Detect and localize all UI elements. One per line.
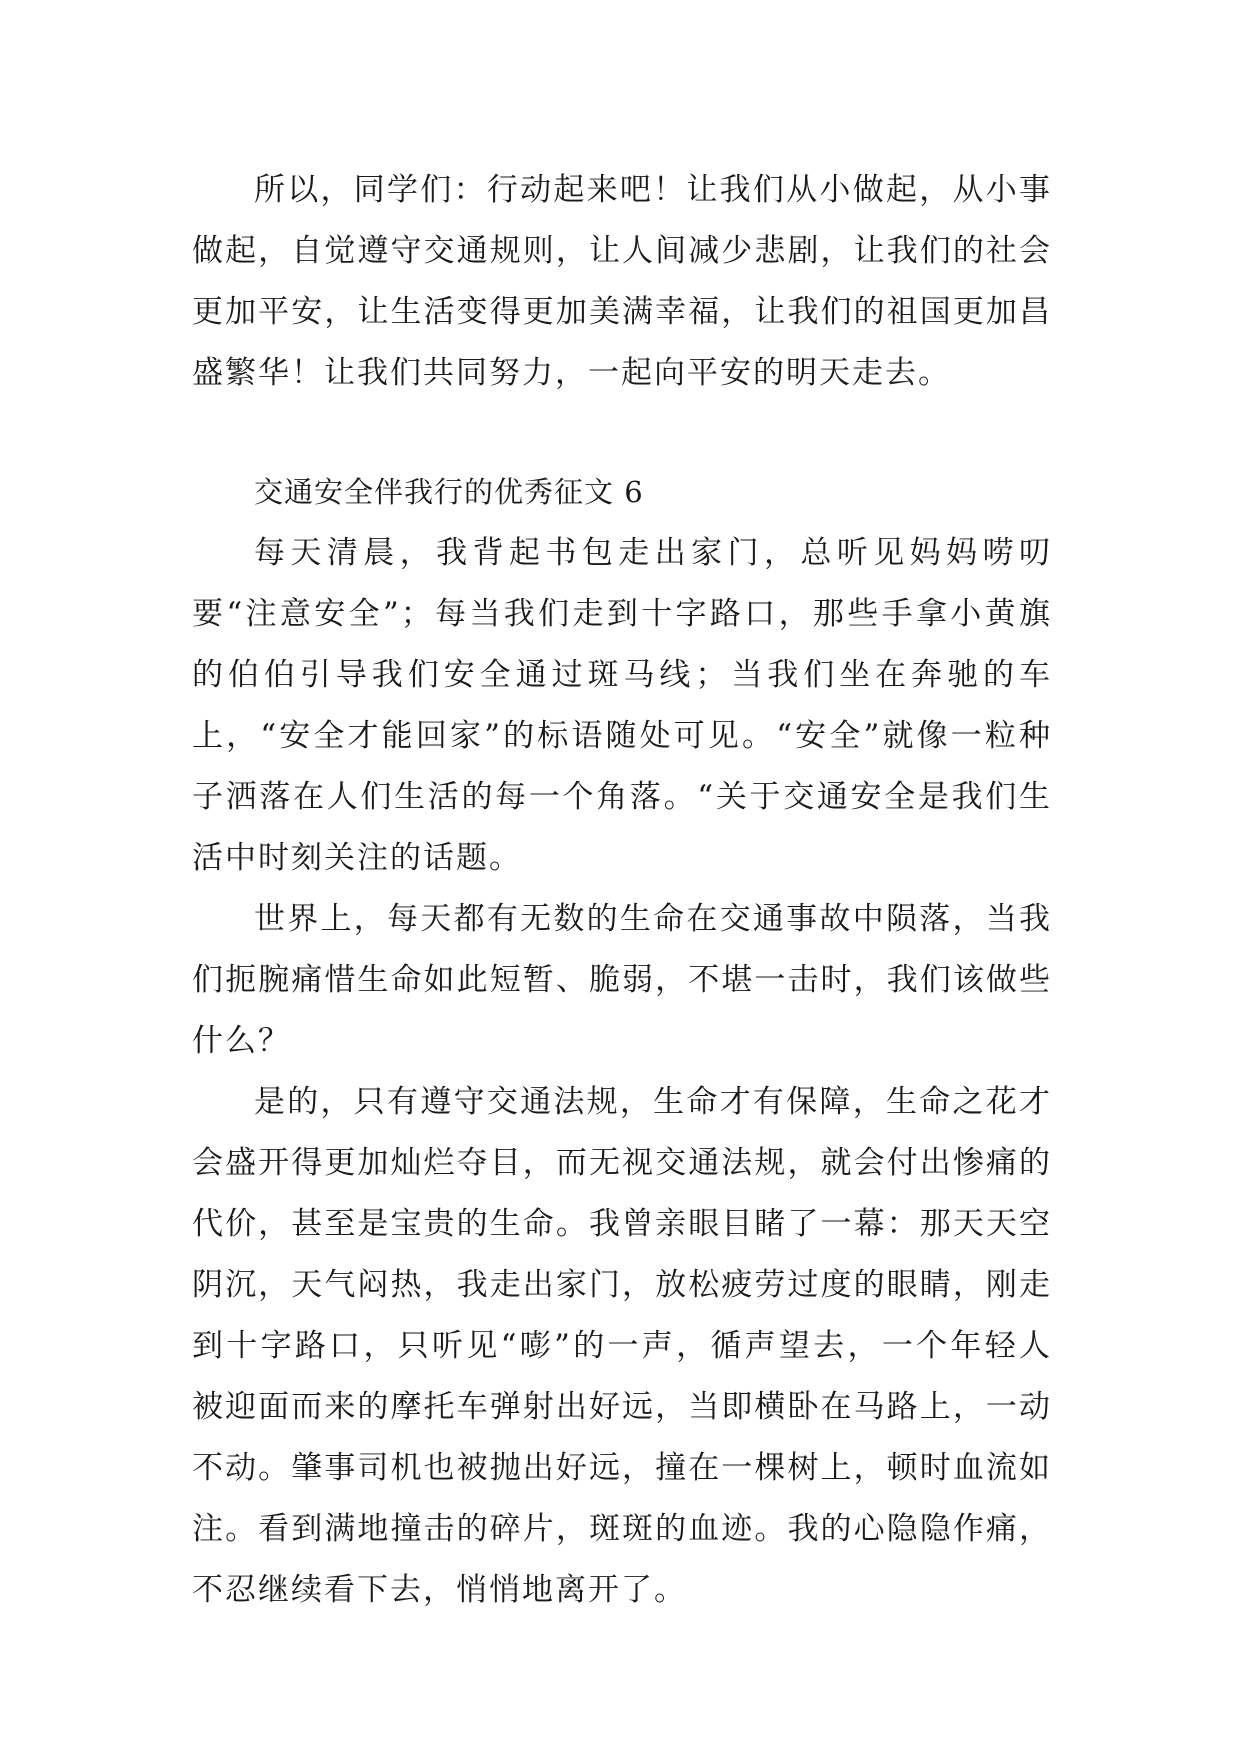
paragraph-3: 是的，只有遵守交通法规，生命才有保障，生命之花才会盛开得更加灿烂夺目，而无视交通法规，就会付出惨痛的代价，甚至是宝贵的生命。我曾亲眼目睹了一幕：那天天空阴沉，天气闷热，我走出家门，放松疲劳过度的眼睛，刚走到十字路口，只听见“嘭”的一声，循声望去，一个年轻人被迎面而来的摩托车弹射出好远，当即横卧在马路上，一动不动。肇事司机也被抛出好远，撞在一棵树上，顿时血流如注。看到满地撞击的碎片，斑斑的血迹。我的心隐隐作痛，不忍继续看下去，悄悄地离开了。 — [192, 1084, 1052, 1608]
paragraph-2: 世界上，每天都有无数的生命在交通事故中陨落，当我们扼腕痛惜生命如此短暂、脆弱，不堪一击时，我们该做些什么？ — [192, 901, 1052, 1059]
section-gap — [192, 404, 1052, 462]
document-content — [192, 160, 1052, 1621]
section-title: 交通安全伴我行的优秀征文 6 — [254, 475, 644, 509]
paragraph-closing: 所以，同学们：行动起来吧！让我们从小做起，从小事做起，自觉遵守交通规则，让人间减少悲剧，让我们的社会更加平安，让生活变得更加美满幸福，让我们的祖国更加昌盛繁华！让我们共同努力，一起向平安的明天走去。 — [192, 172, 1052, 391]
paragraph-1: 每天清晨，我背起书包走出家门，总听见妈妈唠叨要“注意安全”；每当我们走到十字路口，那些手拿小黄旗的伯伯引导我们安全通过斑马线；当我们坐在奔驰的车上，“安全才能回家”的标语随处可见。“安全”就像一粒种子洒落在人们生活的每一个角落。“关于交通安全是我们生活中时刻关注的话题。 — [192, 535, 1052, 876]
